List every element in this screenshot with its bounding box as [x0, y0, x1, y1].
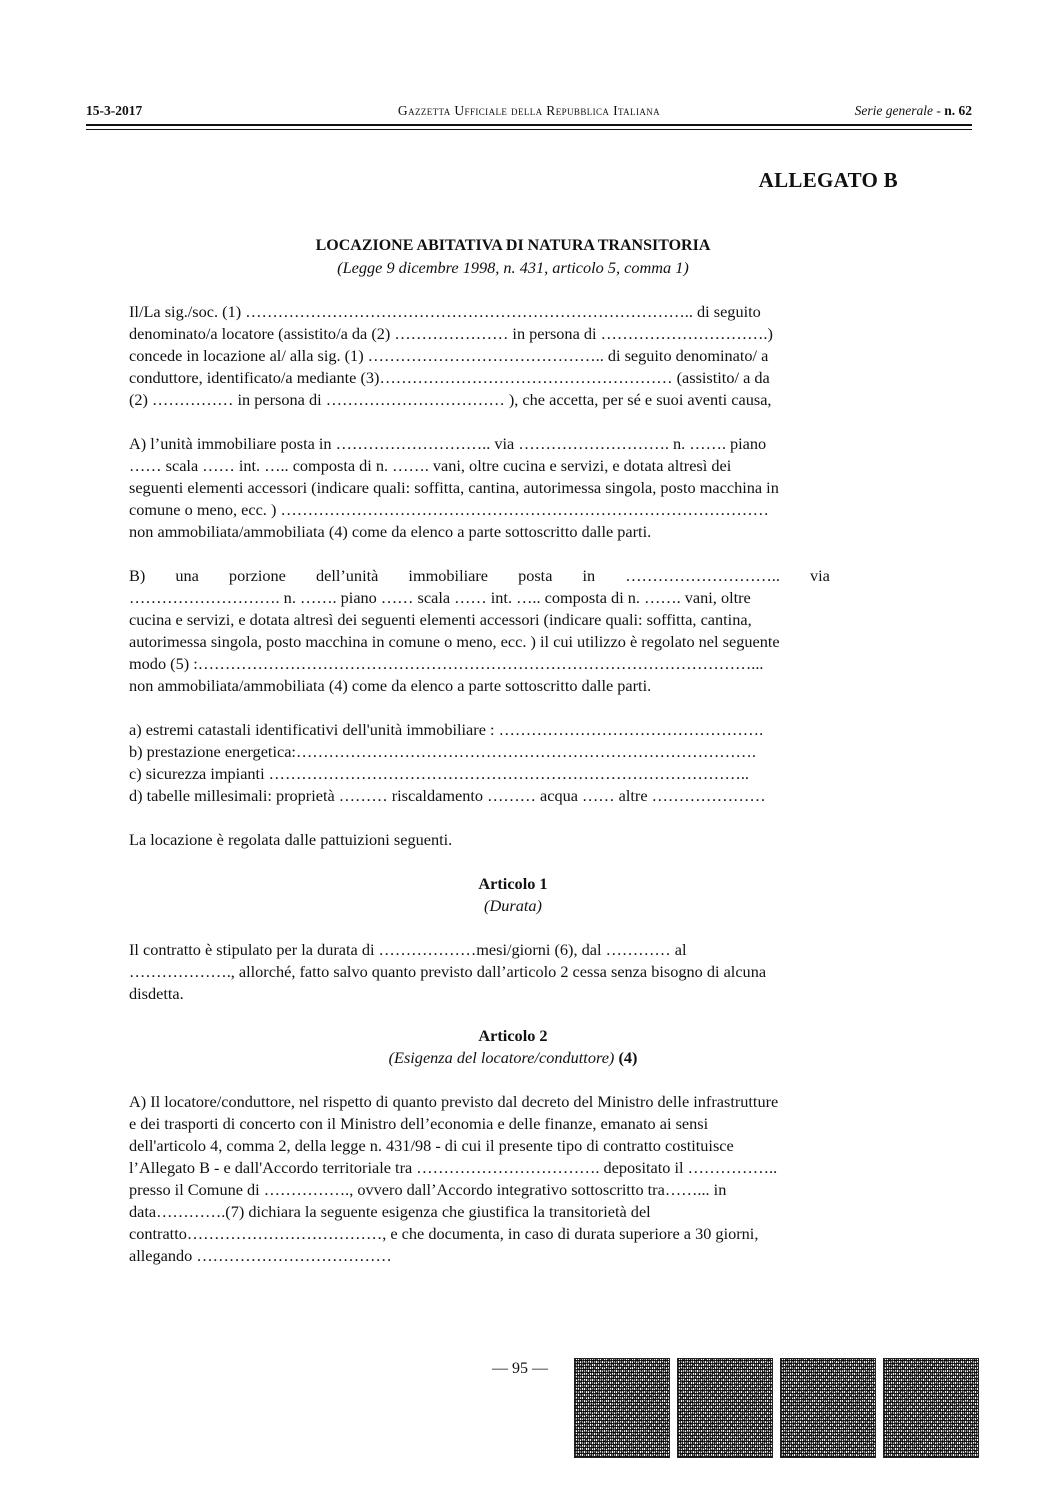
article-2-line: allegando ……………………………… [129, 1246, 392, 1265]
article-2-subtitle-ref: (4) [618, 1048, 638, 1067]
header-rule-thin [86, 129, 972, 130]
article-2-subtitle [129, 1047, 897, 1069]
header-serie-number: n. 62 [944, 103, 972, 118]
parties-paragraph [129, 301, 897, 411]
section-b-line: cucina e servizi, e dotata altresì dei seguenti elementi accessori (indicare quali: soffitta, cantina, [129, 610, 752, 629]
header-gazette-title: Gazzetta Ufficiale della Repubblica Italiana [397, 103, 661, 118]
article-1-title: Articolo 1 [478, 874, 548, 893]
list-item: d) tabelle millesimali: proprietà ……… riscaldamento ……… acqua …… altre ………………… [129, 786, 766, 805]
qr-code-4 [883, 1358, 979, 1458]
parties-line: denominato/a locatore (assistito/a da (2) ………………… in persona di ………………………….) [129, 324, 773, 343]
article-2-line: dell'articolo 4, comma 2, della legge n. 431/98 - di cui il presente tipo di contratto costituisce [129, 1136, 734, 1155]
section-a-line: non ammobiliata/ammobiliata (4) come da elenco a parte sottoscritto dalle parti. [129, 522, 652, 541]
section-b-line: non ammobiliata/ammobiliata (4) come da elenco a parte sottoscritto dalle parti. [129, 676, 652, 695]
document-title: LOCAZIONE ABITATIVA DI NATURA TRANSITORIA [315, 237, 711, 254]
section-a-line: seguenti elementi accessori (indicare quali: soffitta, cantina, autorimessa singola, posto macchina in [129, 478, 779, 497]
list-item: a) estremi catastali identificativi dell'unità immobiliare : …………………………………………. [129, 720, 764, 739]
article-2-line: A) Il locatore/conduttore, nel rispetto di quanto previsto dal decreto del Ministro delle infrastrutture [129, 1092, 779, 1111]
parties-line: concede in locazione al/ alla sig. (1) …………………………………….. di seguito denominato/ a [129, 346, 769, 365]
article-2-line: presso il Comune di ……………., ovvero dall’Accordo integrativo sottoscritto tra……... in [129, 1180, 727, 1199]
article-2-subtitle-text: (Esigenza del locatore/conduttore) [388, 1048, 615, 1067]
qr-code-3 [780, 1358, 876, 1458]
regulation-statement: La locazione è regolata dalle pattuizioni seguenti. [129, 830, 453, 849]
parties-line: conduttore, identificato/a mediante (3)……………………………………………… (assistito/ a da [129, 368, 770, 387]
property-details-list [129, 719, 897, 807]
allegato-label: ALLEGATO B [758, 168, 898, 192]
article-2-line: data………….(7) dichiara la seguente esigenza che giustifica la transitorietà del [129, 1202, 651, 1221]
article-2-text [129, 1091, 897, 1267]
article-2-line: contratto………………………………, e che documenta, in caso di durata superiore a 30 giorni, [129, 1224, 759, 1243]
section-b-line: B) una porzione dell’unità immobiliare posta in ……………………….. via [129, 566, 830, 585]
article-1-line: disdetta. [129, 984, 184, 1003]
running-header [86, 103, 972, 123]
article-2-line: l’Allegato B - e dall'Accordo territoriale tra ……………………………. depositato il …………….. [129, 1158, 778, 1177]
header-date: 15-3-2017 [86, 103, 143, 118]
section-a-line: A) l’unità immobiliare posta in ……………………….. via ………………………. n. ……. piano [129, 434, 767, 453]
section-a-line: …… scala …… int. ….. composta di n. ……. vani, oltre cucina e servizi, e dotata altresì dei [129, 456, 732, 475]
qr-code-1 [574, 1358, 670, 1458]
document-body [129, 235, 897, 1267]
qr-code-2 [677, 1358, 773, 1458]
page-number: — 95 — [492, 1360, 548, 1377]
section-b-line: ………………………. n. ……. piano …… scala …… int. ….. composta di n. ……. vani, oltre [129, 588, 751, 607]
section-b-paragraph [129, 565, 897, 697]
section-a-line: comune o meno, ecc. ) ……………………………………………………………………………… [129, 500, 769, 519]
list-item: c) sicurezza impianti …………………………………………………………………………….. [129, 764, 749, 783]
header-serie-sep: - [932, 103, 945, 118]
article-1-line: Il contratto è stipulato per la durata di ………………mesi/giorni (6), dal ………… al [129, 940, 687, 959]
article-1-subtitle: (Durata) [484, 896, 542, 915]
header-rule-thick [86, 124, 972, 126]
article-2-title: Articolo 2 [478, 1026, 548, 1045]
section-b-line: modo (5) :…………………………………………………………………………………………... [129, 654, 764, 673]
parties-line: Il/La sig./soc. (1) ……………………………………………………………………….. di seguito [129, 302, 761, 321]
article-1-text [129, 939, 897, 1005]
section-a-paragraph [129, 433, 897, 543]
list-item: b) prestazione energetica:…………………………………………………………………………. [129, 742, 756, 761]
header-serie [855, 103, 972, 119]
document-subtitle: (Legge 9 dicembre 1998, n. 431, articolo 5, comma 1) [337, 258, 689, 277]
parties-line: (2) …………… in persona di …………………………… ), che accetta, per sé e suoi aventi causa, [129, 390, 772, 409]
section-b-line: autorimessa singola, posto macchina in comune o meno, ecc. ) il cui utilizzo è regolato nel seguente [129, 632, 780, 651]
article-2-line: e dei trasporti di concerto con il Ministro dell’economia e delle finanze, emanato ai sensi [129, 1114, 709, 1133]
article-1-line: ………………., allorché, fatto salvo quanto previsto dall’articolo 2 cessa senza bisogno di alcuna [129, 962, 767, 981]
header-serie-label: Serie generale [854, 103, 933, 118]
